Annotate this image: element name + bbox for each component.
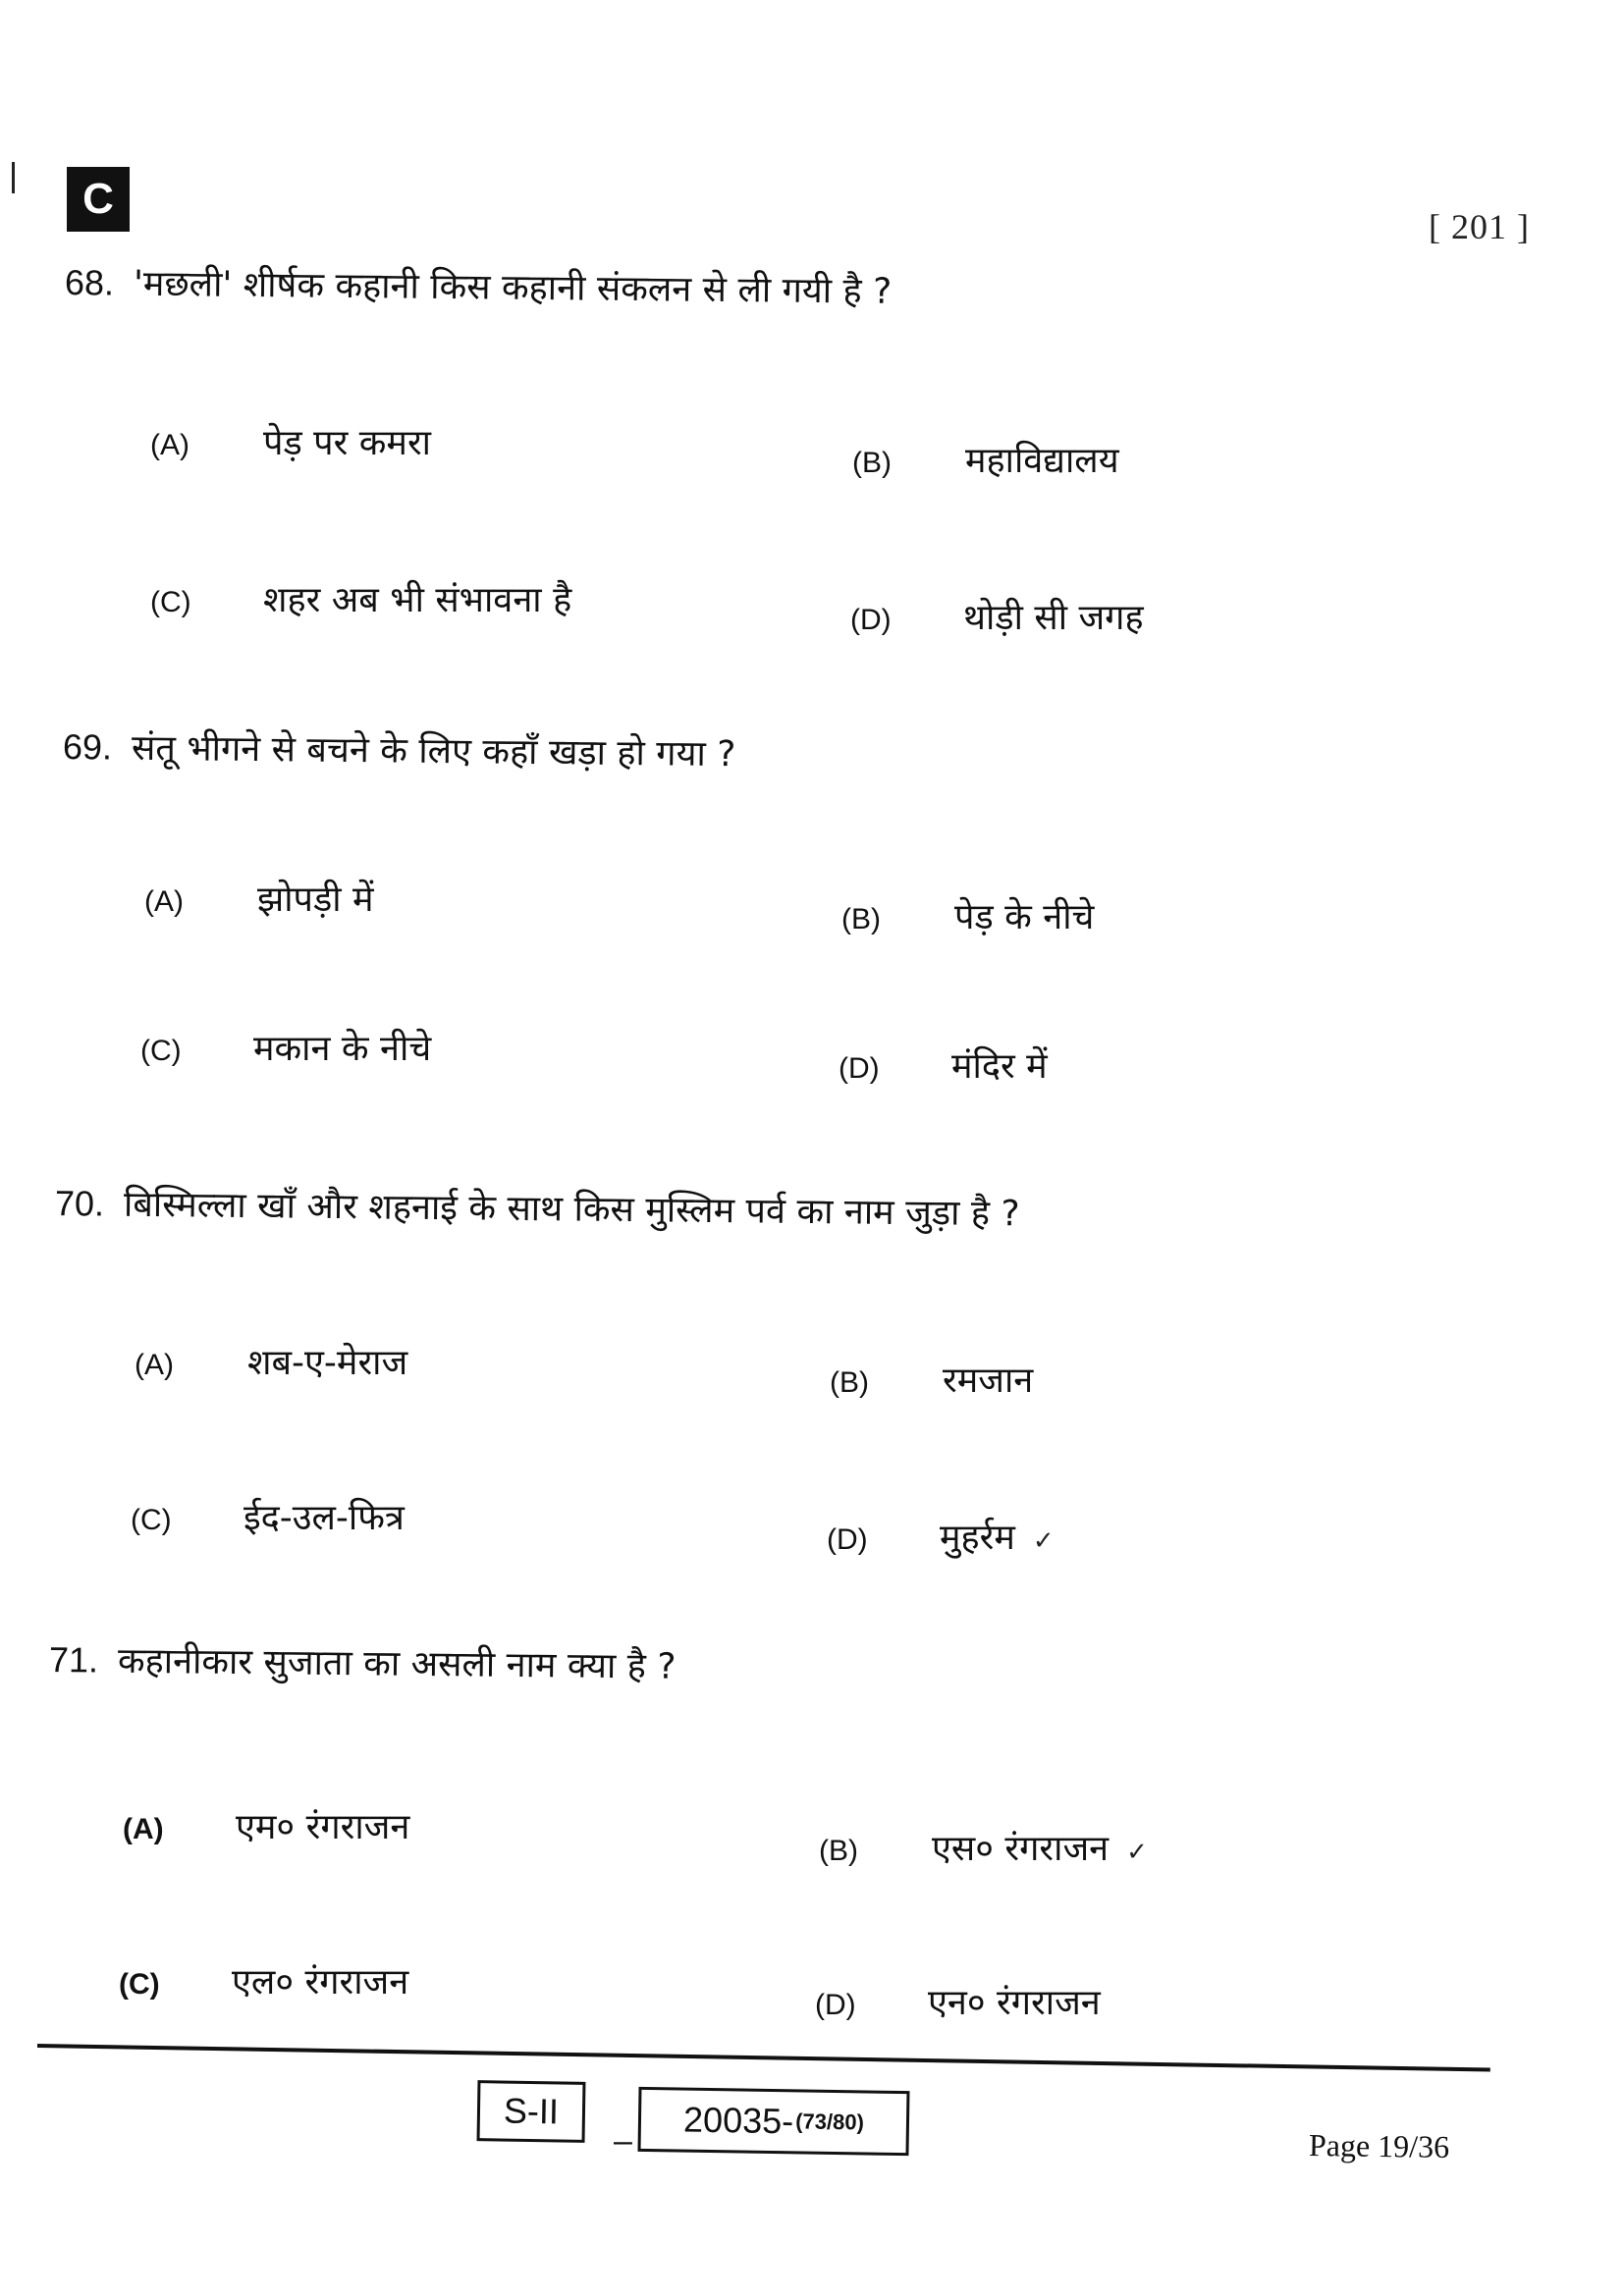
option-label: (A) xyxy=(150,429,189,461)
option-label: (C) xyxy=(119,1968,160,2001)
option-a[interactable] xyxy=(123,1801,409,1849)
option-label: (B) xyxy=(841,903,881,935)
option-b[interactable] xyxy=(830,1355,1033,1403)
option-label: (C) xyxy=(140,1035,182,1067)
option-b[interactable] xyxy=(841,891,1094,939)
option-text: थोड़ी सी जगह xyxy=(963,598,1144,638)
question-text xyxy=(65,257,893,314)
option-c[interactable] xyxy=(150,574,571,622)
footer-divider xyxy=(37,2044,1490,2072)
question-stem: कहानीकार सुजाता का असली नाम क्या है ? xyxy=(117,1640,677,1687)
option-label: (D) xyxy=(827,1523,868,1556)
question-number: 71. xyxy=(48,1639,99,1681)
check-mark-icon: ✓ xyxy=(1126,1838,1148,1867)
page-number: Page 19/36 xyxy=(1308,2127,1450,2164)
paper-code: 20035- xyxy=(682,2099,794,2142)
option-text: शहर अब भी संभावना है xyxy=(263,580,572,620)
option-d[interactable] xyxy=(839,1041,1048,1089)
option-d[interactable] xyxy=(827,1512,1055,1560)
footer-separator: – xyxy=(614,2122,632,2160)
option-label: (D) xyxy=(839,1052,880,1085)
option-text: रमजान xyxy=(943,1361,1034,1401)
question-text xyxy=(63,721,736,776)
question-number: 70. xyxy=(54,1183,105,1224)
option-text: झोपड़ी में xyxy=(257,880,374,920)
option-text: ईद-उल-फित्र xyxy=(244,1498,405,1538)
scan-margin-mark xyxy=(12,162,15,193)
question-stem: 'मछली' शीर्षक कहानी किस कहानी संकलन से ली गयी है ? xyxy=(133,263,893,312)
option-label: (A) xyxy=(123,1813,164,1845)
series-code-box xyxy=(477,2080,586,2143)
option-c[interactable] xyxy=(140,1023,431,1071)
paper-code-box xyxy=(637,2087,909,2156)
option-label: (D) xyxy=(815,1989,856,2021)
option-d[interactable] xyxy=(815,1977,1101,2025)
option-text: महाविद्यालय xyxy=(965,441,1119,481)
option-a[interactable] xyxy=(150,417,431,465)
option-text: एम० रंगराजन xyxy=(236,1807,410,1847)
option-text: मुहर्रम xyxy=(940,1518,1015,1558)
option-c[interactable] xyxy=(119,1956,408,2004)
question-text xyxy=(49,1634,677,1689)
question-number: 69. xyxy=(62,726,113,768)
option-b[interactable] xyxy=(852,435,1119,483)
option-label: (B) xyxy=(830,1366,869,1399)
series-code: S-II xyxy=(503,2090,560,2132)
option-label: (C) xyxy=(150,586,191,618)
option-b[interactable] xyxy=(819,1823,1148,1871)
option-text: एस० रंगराजन xyxy=(932,1829,1110,1869)
option-text: मंदिर में xyxy=(951,1046,1048,1087)
option-label: (A) xyxy=(135,1349,174,1381)
subject-code: [ 201 ] xyxy=(1429,207,1530,246)
option-a[interactable] xyxy=(135,1337,407,1385)
question-stem: संतू भीगने से बचने के लिए कहाँ खड़ा हो गया ? xyxy=(131,727,736,775)
option-text: शब-ए-मेराज xyxy=(247,1343,408,1383)
option-label: (B) xyxy=(852,447,892,479)
option-text: पेड़ के नीचे xyxy=(954,897,1095,937)
check-mark-icon: ✓ xyxy=(1032,1526,1055,1556)
option-label: (A) xyxy=(144,885,184,918)
option-a[interactable] xyxy=(144,874,374,922)
question-number: 68. xyxy=(64,262,115,303)
option-label: (C) xyxy=(131,1504,172,1536)
question-text xyxy=(55,1178,1020,1236)
option-text: पेड़ पर कमरा xyxy=(263,423,431,463)
option-c[interactable] xyxy=(131,1492,405,1540)
question-stem: बिस्मिल्ला खाँ और शहनाई के साथ किस मुस्लिम पर्व का नाम जुड़ा है ? xyxy=(123,1184,1020,1235)
option-text: एल० रंगराजन xyxy=(232,1962,409,2002)
paper-sub-code: (73/80) xyxy=(794,2109,865,2135)
option-text: मकान के नीचे xyxy=(253,1029,432,1069)
option-text: एन० रंगराजन xyxy=(928,1983,1101,2023)
option-label: (D) xyxy=(850,604,892,636)
option-d[interactable] xyxy=(850,592,1144,640)
set-code-badge: C xyxy=(67,167,130,232)
option-label: (B) xyxy=(819,1835,858,1867)
